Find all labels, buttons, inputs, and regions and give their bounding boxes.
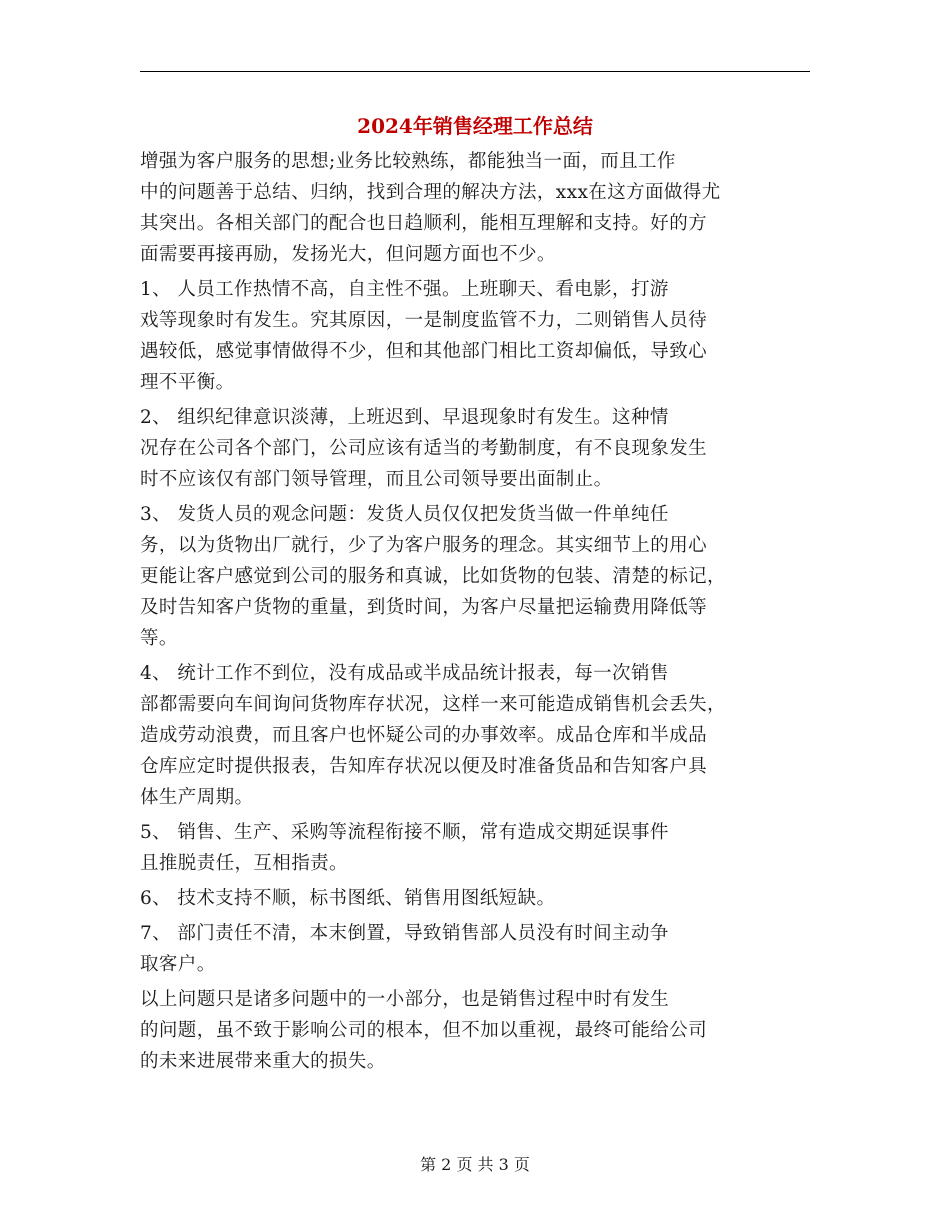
issue-6-paragraph: 6、 技术支持不顺，标书图纸、销售用图纸短缺。 [140, 888, 556, 909]
conclusion-paragraph: 以上问题只是诸多问题中的一小部分，也是销售过程中时有发生 的问题，虽不致于影响公司的根本，但不加以重视，最终可能给公司 的未来进展带来重大的损失。 [140, 989, 708, 1072]
issue-2-paragraph: 2、 组织纪律意识淡薄，上班迟到、早退现象时有发生。这种情 况存在公司各个部门，公司应该有适当的考勤制度，有不良现象发生 时不应该仅有部门领导管理，而且公司领导要出面制止。 [140, 407, 708, 490]
issue-3-paragraph: 3、 发货人员的观念问题：发货人员仅仅把发货当做一件单纯任 务，以为货物出厂就行，少了为客户服务的理念。其实细节上的用心 更能让客户感觉到公司的服务和真诚，比如货物的包装、清楚的标记， 及时告知客户货物的重量，到货时间，为客户尽量把运输费用降低等 等。 [140, 504, 726, 649]
issue-5-paragraph: 5、 销售、生产、采购等流程衔接不顺，常有造成交期延误事件 且推脱责任，互相指责。 [140, 822, 669, 874]
issue-4-paragraph: 4、 统计工作不到位，没有成品或半成品统计报表，每一次销售 部都需要向车间询问货物库存状况，这样一来可能造成销售机会丢失， 造成劳动浪费，而且客户也怀疑公司的办事效率。成品仓库和半成品 仓库应定时提供报表，告知库存状况以便及时准备货品和告知客户具 体生产周期。 [140, 663, 726, 808]
intro-paragraph: 增强为客户服务的思想;业务比较熟练，都能独当一面，而且工作 中的问题善于总结、归纳，找到合理的解决方法，xxx在这方面做得尤 其突出。各相关部门的配合也日趋顺利，能相互理解和支持。好的方 面需要再接再励，发扬光大，但问题方面也不少。 [140, 151, 721, 265]
issue-7-paragraph: 7、 部门责任不清，本末倒置，导致销售部人员没有时间主动争 取客户。 [140, 923, 669, 975]
document-body [140, 146, 810, 1081]
issue-1-paragraph: 1、 人员工作热情不高，自主性不强。上班聊天、看电影，打游 戏等现象时有发生。究其原因，一是制度监管不力，二则销售人员待 遇较低，感觉事情做得不少，但和其他部门相比工资却偏低，导致心 理不平衡。 [140, 279, 708, 393]
document-title: 2024年销售经理工作总结 [357, 114, 593, 138]
page-number: 第 2 页 共 3 页 [420, 1155, 530, 1174]
header-rule [140, 71, 810, 72]
